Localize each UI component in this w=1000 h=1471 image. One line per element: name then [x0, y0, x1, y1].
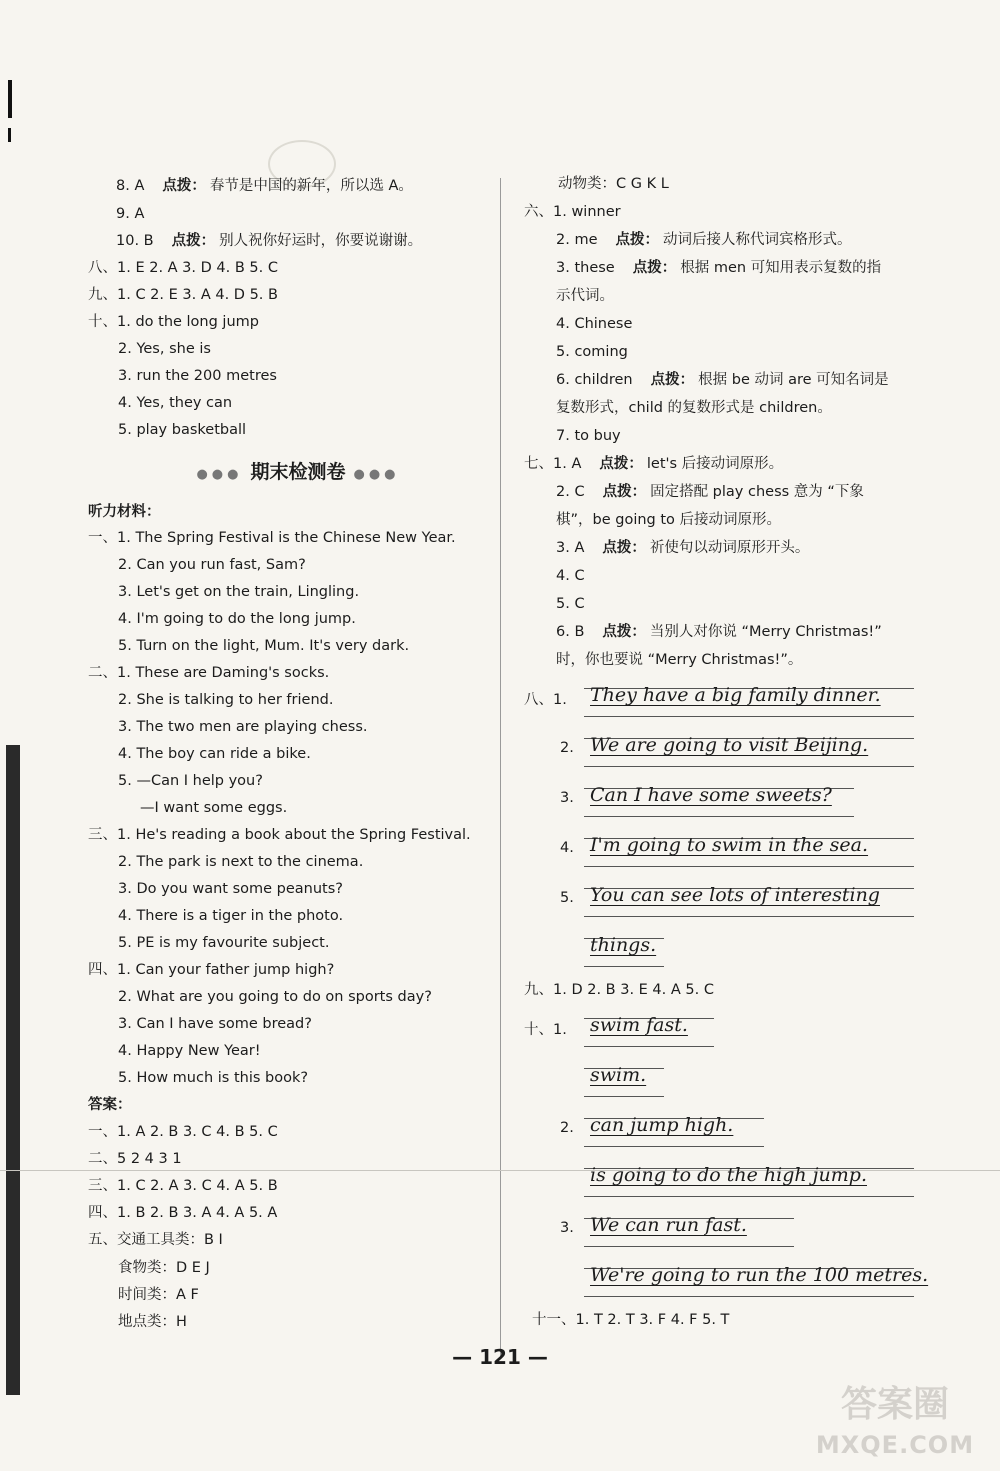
handwritten-answer: swim.: [590, 1064, 647, 1086]
answer-line: 时，你也要说 “Merry Christmas!”。: [556, 652, 803, 668]
answer-line: 一、1. A 2. B 3. C 4. B 5. C: [88, 1124, 278, 1140]
listening-line: 3. Can I have some bread?: [118, 1016, 312, 1032]
answer-line: 7. to buy: [556, 428, 621, 444]
handwriting-line: [524, 680, 924, 722]
handwriting-line: 4. I'm going to swim in the sea.: [524, 830, 924, 872]
listening-line: 2. Can you run fast, Sam?: [118, 557, 306, 573]
handwritten-answer: Can I have some sweets?: [590, 784, 832, 806]
answer-line: 2. C 点拨： 固定搭配 play chess 意为 “下象: [556, 484, 864, 500]
listening-line: 5. Turn on the light, Mum. It's very dark.: [118, 638, 410, 654]
listening-line: 2. The park is next to the cinema.: [118, 854, 364, 870]
answer-line: 示代词。: [556, 288, 614, 304]
handwritten-answer: They have a big family dinner.: [590, 684, 881, 706]
handwritten-answer: swim fast.: [590, 1014, 688, 1036]
answer-line: 食物类：D E J: [118, 1260, 210, 1276]
listening-line: 二、1. These are Daming's socks.: [88, 665, 330, 681]
listening-line: —I want some eggs.: [140, 800, 288, 816]
listening-line: 2. What are you going to do on sports day?: [118, 989, 432, 1005]
column-divider: [500, 178, 501, 1358]
decorative-dots: ●●●: [353, 467, 400, 482]
answer-line: 4. Chinese: [556, 316, 633, 332]
handwritten-answer: is going to do the high jump.: [590, 1164, 867, 1186]
answer-line: 九、1. C 2. E 3. A 4. D 5. B: [88, 287, 278, 303]
answer-line: 3. A 点拨： 祈使句以动词原形开头。: [556, 540, 810, 556]
listening-line: 4. There is a tiger in the photo.: [118, 908, 344, 924]
listening-line: 三、1. He's reading a book about the Spring Festival.: [88, 827, 471, 843]
handwriting-line: 3. Can I have some sweets?: [524, 780, 924, 822]
answer-line: 8. A 点拨： 春节是中国的新年，所以选 A。: [116, 178, 413, 194]
answer-line: 4. Yes, they can: [118, 395, 233, 411]
listening-line: 4. I'm going to do the long jump.: [118, 611, 356, 627]
handwriting-line: [524, 1160, 924, 1202]
question-label: 十、1.: [524, 1022, 567, 1038]
answer-line: 九、1. D 2. B 3. E 4. A 5. C: [524, 982, 714, 998]
listening-line: 4. Happy New Year!: [118, 1043, 261, 1059]
listening-line: 3. The two men are playing chess.: [118, 719, 368, 735]
scan-edge-mark: [6, 745, 20, 1395]
handwriting-line: 2. We are going to visit Beijing.: [524, 730, 924, 772]
listening-line: 5. PE is my favourite subject.: [118, 935, 330, 951]
scan-edge-mark: [8, 80, 12, 118]
listening-line: 5. —Can I help you?: [118, 773, 263, 789]
answer-line: 5. play basketball: [118, 422, 247, 438]
listening-line: 2. She is talking to her friend.: [118, 692, 334, 708]
handwritten-answer: You can see lots of interesting: [590, 884, 880, 906]
answer-line: 3. run the 200 metres: [118, 368, 277, 384]
handwritten-answer: can jump high.: [590, 1114, 734, 1136]
answers-label: 答案：: [88, 1097, 132, 1113]
answer-line: 6. children 点拨： 根据 be 动词 are 可知名词是: [556, 372, 889, 388]
answer-line: 三、1. C 2. A 3. C 4. A 5. B: [88, 1178, 278, 1194]
answer-line: 八、1. E 2. A 3. D 4. B 5. C: [88, 260, 278, 276]
handwriting-line: [524, 1260, 929, 1302]
handwriting-line: 5. You can see lots of interesting: [524, 880, 924, 922]
handwriting-line: [524, 1010, 924, 1052]
handwritten-answer: We can run fast.: [590, 1214, 747, 1236]
listening-label: 听力材料：: [88, 504, 161, 520]
listening-line: 四、1. Can your father jump high?: [88, 962, 335, 978]
answer-line: 时间类：A F: [118, 1287, 199, 1303]
answer-line: 五、交通工具类：B I: [88, 1232, 223, 1248]
listening-line: 3. Do you want some peanuts?: [118, 881, 343, 897]
handwritten-answer: things.: [590, 934, 657, 956]
listening-line: 3. Let's get on the train, Lingling.: [118, 584, 360, 600]
handwriting-line: 2. can jump high.: [524, 1110, 924, 1152]
answer-line: 10. B 点拨： 别人祝你好运时，你要说谢谢。: [116, 233, 423, 249]
answer-line: 5. coming: [556, 344, 628, 360]
handwriting-line: [524, 1060, 924, 1102]
handwriting-line: 3. We can run fast.: [524, 1210, 924, 1252]
answer-line: 地点类：H: [118, 1314, 187, 1330]
handwriting-line: [524, 930, 924, 972]
answer-line: 十、1. do the long jump: [88, 314, 259, 330]
handwritten-answer: We are going to visit Beijing.: [590, 734, 869, 756]
listening-line: 一、1. The Spring Festival is the Chinese New Year.: [88, 530, 456, 546]
listening-line: 5. How much is this book?: [118, 1070, 309, 1086]
answer-line: 棋”，be going to 后接动词原形。: [556, 512, 782, 528]
question-label: 八、1.: [524, 692, 567, 708]
page-number: — 121 —: [452, 1345, 548, 1369]
answer-line: 六、1. winner: [524, 204, 621, 220]
answer-line: 9. A: [116, 206, 145, 222]
scan-edge-mark: [8, 128, 11, 142]
section-title: ●●● 期末检测卷 ●●●: [196, 461, 400, 483]
answer-line: 二、5 2 4 3 1: [88, 1151, 182, 1167]
listening-line: 4. The boy can ride a bike.: [118, 746, 311, 762]
handwritten-answer: We're going to run the 100 metres.: [590, 1264, 929, 1286]
answer-line: 6. B 点拨： 当别人对你说 “Merry Christmas!”: [556, 624, 882, 640]
answer-line: 七、1. A 点拨： let's 后接动词原形。: [524, 456, 784, 472]
site-watermark: 答案圈 MXQE.COM: [815, 1384, 975, 1459]
handwritten-answer: I'm going to swim in the sea.: [590, 834, 869, 856]
answer-line: 复数形式，child 的复数形式是 children。: [556, 400, 832, 416]
answer-line: 动物类：C G K L: [558, 176, 669, 192]
answer-line: 2. me 点拨： 动词后接人称代词宾格形式。: [556, 232, 852, 248]
answer-line: 3. these 点拨： 根据 men 可知用表示复数的指: [556, 260, 882, 276]
answer-line: 4. C: [556, 568, 585, 584]
decorative-dots: ●●●: [196, 467, 243, 482]
answer-line: 十一、1. T 2. T 3. F 4. F 5. T: [532, 1312, 730, 1328]
answer-line: 2. Yes, she is: [118, 341, 211, 357]
answer-line: 5. C: [556, 596, 585, 612]
answer-line: 四、1. B 2. B 3. A 4. A 5. A: [88, 1205, 278, 1221]
